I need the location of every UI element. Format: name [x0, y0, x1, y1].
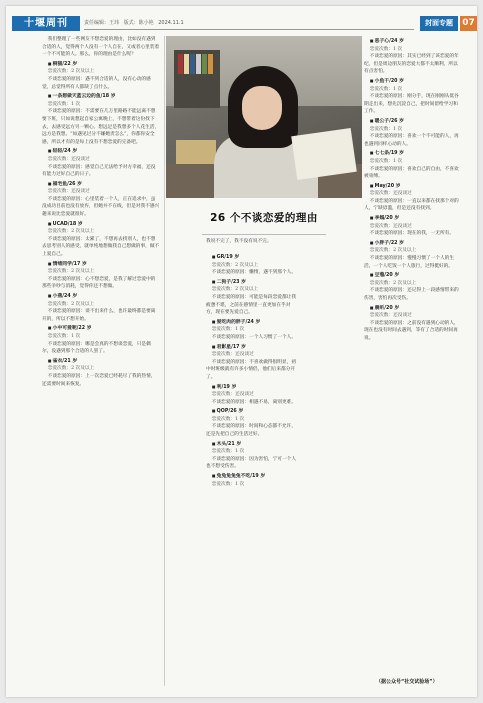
mid-intro: 我说不完了，我不没有说不完。 [206, 239, 272, 244]
entry-name: ■ 暖公子/26 岁 [364, 117, 462, 126]
entry-name: ■ UCAD/18 岁 [42, 220, 160, 229]
reason-entry [42, 147, 160, 178]
reason-entry [364, 117, 462, 148]
middle-column [206, 252, 298, 672]
entry-status: 恋爱次数：1 次 [369, 158, 403, 164]
entry-reason: 不谈恋爱的原因：一直以来都在找那个对的人，宁缺毋滥，但是还没有找到。 [364, 198, 459, 212]
reason-entry [206, 343, 298, 382]
entry-status: 恋爱次数：1 次 [211, 449, 245, 455]
entry-name: ■ 桐猫/22 岁 [42, 60, 160, 69]
entry-reason: 不谈恋爱的原因：哪是会真的不想谈恋爱，只是偶尔，没遇到那个合适的人罢了。 [42, 341, 151, 355]
entry-name: ■ 小鱼干/20 岁 [364, 77, 462, 86]
reason-entry [206, 383, 298, 407]
reason-entry [42, 92, 160, 146]
entry-name: ■ 兔兔兔兔兔不吃/19 岁 [206, 472, 298, 481]
reason-entry [206, 440, 298, 471]
entry-status: 恋爱次数：还没谈过 [211, 352, 254, 358]
reason-entry [364, 239, 462, 270]
reason-entry [364, 214, 462, 238]
entry-name: ■ 晨昕/20 岁 [364, 304, 462, 313]
header-rule [84, 29, 414, 30]
entry-status: 恋爱次数：1 次 [369, 126, 403, 132]
section-tag: 封面专题 [420, 16, 458, 31]
reason-entry [42, 260, 160, 291]
entry-name: ■ May/20 岁 [364, 182, 462, 191]
masthead: 十堰周刊 [12, 16, 80, 31]
entry-status: 恋爱次数：1 次 [211, 481, 245, 487]
entry-name: ■ 恶子心/24 岁 [364, 37, 462, 46]
entry-name: ■ 七七条/19 岁 [364, 149, 462, 158]
entry-status: 恋爱次数：2 次及以上 [211, 262, 259, 268]
entry-status: 恋爱次数：还没谈过 [47, 189, 90, 195]
entry-reason: 不谈恋爱的原因：不需要在几万里路路不能远离不想要下班，只如说想起自家公寓晚上，不想带着这份找下去，去感受远方另一颗心。想远足是我想多个人花生活，远方是我想。“如遇见过分不嫌她责怎么”，你都你安全感，所以才有的是每上没有不想恋爱的完备吧。 [42, 109, 160, 145]
entry-name: ■ QOP/26 岁 [206, 407, 298, 416]
entry-status: 恋爱次数：还没谈过 [47, 156, 90, 162]
entry-reason: 不谈恋爱的原因：懒惰，遇不到那个人。 [211, 270, 297, 276]
entry-reason: 不谈恋爱的原因：遇不到合适的人，没有心动的感觉，总觉得所有人都缺了点什么。 [42, 76, 151, 90]
entry-status: 恋爱次数：2 次及以上 [47, 301, 95, 307]
entry-reason: 不谈恋爱的原因：谈不出来什么，也许最终都是要离开的，所以不想开始。 [42, 309, 156, 322]
entry-reason: 不谈恋爱的原因：上一次恋爱已经耗尽了我的热情，还需要时间来恢复。 [42, 373, 156, 387]
reason-entry [364, 77, 462, 116]
reason-entry [206, 472, 298, 488]
entry-reason: 不谈恋爱的原因：不喜欢做得很明显，初中时班级就有许多小情侣，他们后来都分开了。 [206, 359, 297, 380]
intro-paragraph: 我们整理了一些网友不想恋爱的理由，比如没有遇到合适的人，觉得两个人没有一个人自在，又或者心里装着一个不可能的人。那么，你的理由是什么呢？ [42, 37, 160, 58]
entry-name: ■ 豆蔻/20 岁 [364, 271, 462, 280]
reason-entry [364, 182, 462, 213]
entry-reason: 不谈恋爱的原因：慢慢习惯了一个人的生活，一个人吃饭一个人旅行，过得挺好的。 [364, 256, 455, 269]
right-entries [364, 37, 462, 343]
reason-entry [42, 220, 160, 259]
entry-status: 恋爱次数：还没谈过 [369, 191, 412, 197]
entry-name: ■ 小燕/24 岁 [42, 292, 160, 301]
entry-name: ■ 一条想做天蓝云边的鱼/18 岁 [42, 92, 160, 101]
left-column [42, 36, 165, 686]
entry-reason: 不谈恋爱的原因：刚分手，现在刚刚从低谷期走出来，想先沉淀自己，把时间留给学习和工作。 [364, 94, 459, 115]
reason-entry [42, 324, 160, 355]
entry-reason: 不谈恋爱的原因：心不想恋爱，是我了解过恋爱中的那些争吵与消耗，觉得你还不想做。 [42, 276, 156, 290]
entry-reason: 不谈恋爱的原因：感觉自己无法给予对方幸福，还没有能力过好自己的日子。 [42, 164, 156, 178]
entry-name: ■ 雀衣/21 岁 [42, 357, 160, 366]
newspaper-page [6, 6, 477, 697]
entry-reason: 不谈恋爱的原因：喜欢自己的自由，不喜欢被束缚。 [364, 166, 459, 180]
entry-name: ■ 利/19 岁 [206, 383, 298, 392]
entry-status: 恋爱次数：1 次 [211, 327, 245, 333]
reason-entry [364, 37, 462, 76]
entry-reason: 不谈恋爱的原因：心里装着一个人，正在追求中，虽没成功目前也没有放弃，但她并不在线，但是对我不感兴趣来说比恋爱就很好。 [42, 196, 160, 218]
entry-name: ■ 君影星/17 岁 [206, 343, 298, 352]
mid-entries [206, 253, 298, 488]
entry-reason: 不谈恋爱的原因：相遇不易，离别更难。 [211, 399, 297, 405]
entry-status: 恋爱次数：还没谈过 [369, 223, 412, 229]
right-column [364, 36, 462, 696]
reason-entry [364, 304, 462, 343]
page-header [6, 16, 477, 31]
entry-name: ■ 木头/21 岁 [206, 440, 298, 449]
entry-name: ■ 爱吃肉的胖子/24 岁 [206, 318, 298, 327]
entry-status: 恋爱次数：2 次及以上 [211, 287, 259, 293]
page-number: 07 [460, 16, 477, 31]
source-signature: （据公众号“社交试验场”） [376, 679, 438, 685]
entry-reason: 不谈恋爱的原因：太累了，不想再去找别人，也不想去思考别人的感受，就单纯地想做我自己想做的事，做不上爱自己。 [42, 236, 160, 258]
entry-status: 恋爱次数：1 次 [47, 101, 81, 107]
entry-status: 恋爱次数：1 次 [47, 333, 81, 339]
reason-entry [206, 318, 298, 342]
reason-entry [42, 357, 160, 388]
reason-entry [364, 149, 462, 180]
reason-entry [42, 180, 160, 219]
reason-entry [364, 271, 462, 302]
issue-date: 2024.11.1 [158, 20, 184, 26]
cover-photo [166, 36, 362, 198]
layout-credit: 版式：陈小艳 [123, 20, 154, 26]
entry-status: 恋爱次数：2 次及以上 [47, 69, 95, 75]
entry-name: ■ GR/19 岁 [206, 253, 298, 262]
entry-reason: 不谈恋爱的原因：一个人习惯了一个人。 [211, 334, 297, 340]
entry-status: 恋爱次数：2 次及以上 [47, 269, 95, 275]
entry-name: ■ 轻轻/24 岁 [42, 147, 160, 156]
entry-reason: 不谈恋爱的原因：喜欢一个不可能的人，再也遇到同样心动的人。 [364, 134, 459, 147]
entry-name: ■ 二狗子/23 岁 [206, 278, 298, 287]
reason-entry [206, 253, 298, 277]
reason-entry [206, 407, 298, 438]
entry-reason: 不谈恋爱的原因：可能是每段恋爱都让我疲惫不堪，之前在感情里一直更加在乎对方，现在要先爱自己。 [206, 294, 297, 316]
entry-name: ■ 小胖子/22 岁 [364, 239, 462, 248]
entry-status: 恋爱次数：1 次 [211, 416, 245, 422]
entry-status: 恋爱次数：还没谈过 [211, 392, 254, 398]
article-title: 26 个不谈恋爱的理由 [210, 212, 318, 224]
entry-status: 恋爱次数：2 次及以上 [369, 280, 417, 286]
title-rule [202, 234, 326, 235]
entry-reason: 不谈恋爱的原因：时间和心态都不允许，还是先把自己的生活过好。 [206, 424, 297, 438]
entry-reason: 不谈恋爱的原因：之前没有遇到心动的人，现在也没有时间去遇到，等有了合适的时间再说。 [364, 320, 459, 341]
reason-entry [42, 60, 160, 91]
entry-status: 恋爱次数：2 次及以上 [47, 229, 95, 235]
entry-reason: 不谈恋爱的原因：其实已经到了该恋爱的年纪，但是周边朋友的恋爱大都不太顺利，所以有点害怕。 [364, 54, 459, 75]
entry-status: 恋爱次数：2 次及以上 [47, 366, 95, 372]
entry-name: ■ 李嫣/20 岁 [364, 214, 462, 223]
entry-status: 恋爱次数：还没谈过 [369, 313, 412, 319]
entry-status: 恋爱次数：1 次 [369, 86, 403, 92]
entry-name: ■ 小中可爱呢/22 岁 [42, 324, 160, 333]
entry-reason: 不谈恋爱的原因：因为害怕，宁可一个人也不想受伤害。 [206, 456, 297, 470]
reason-entry [42, 292, 160, 323]
entry-status: 恋爱次数：2 次及以上 [369, 248, 417, 254]
entry-name: ■ 情绪同学/17 岁 [42, 260, 160, 269]
editor-credit: 责任编辑：王玮 [84, 20, 120, 26]
entry-reason: 不谈恋爱的原因：还记得上一段感情带来的伤害，害怕再次受伤。 [364, 288, 459, 301]
entry-reason: 不谈恋爱的原因：现在的我，一无所有。 [369, 231, 455, 237]
entry-status: 恋爱次数：1 次 [369, 46, 403, 52]
reason-entry [206, 278, 298, 317]
left-entries [42, 60, 160, 388]
entry-name: ■ 福宅鱼/26 岁 [42, 180, 160, 189]
